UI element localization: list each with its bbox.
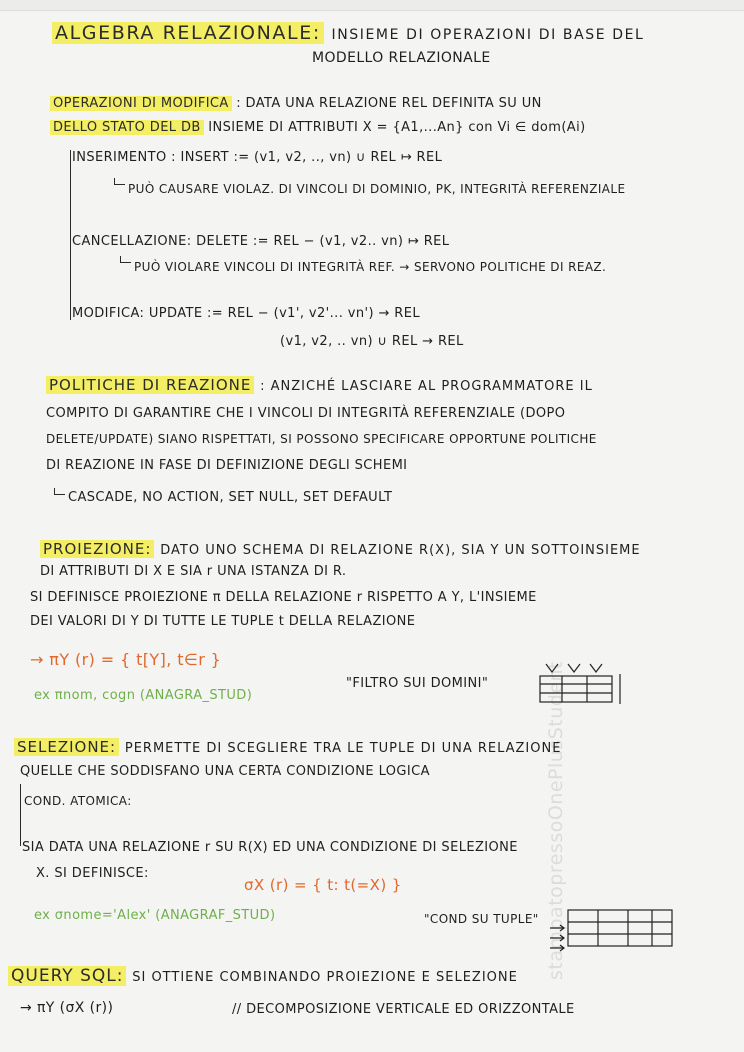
selezione-tuple-label: "COND SU TUPLE" <box>424 912 539 926</box>
update-line: MODIFICA: UPDATE := REL − (v1', v2'... vn') → REL <box>72 306 420 321</box>
politiche-options: CASCADE, NO ACTION, SET NULL, SET DEFAULT <box>68 490 393 505</box>
modifica-line-1 <box>50 96 542 111</box>
proiezione-line-3: SI DEFINISCE PROIEZIONE π DELLA RELAZIONE r RISPETTO A Y, L'INSIEME <box>30 590 537 605</box>
selezione-line-1 <box>14 738 561 756</box>
title-line <box>52 22 644 44</box>
selezione-formula: σX (r) = { t: t(=X) } <box>244 876 402 894</box>
proiezione-formula: → πY (r) = { t[Y], t∈r } <box>30 650 222 669</box>
query-line-1 <box>8 966 518 986</box>
selezione-bracket <box>20 784 21 846</box>
update-line-2: (v1, v2, .. vn) ∪ REL → REL <box>280 334 464 349</box>
proiezione-example: ex πnom, cogn (ANAGRA_STUD) <box>34 688 253 703</box>
insert-note: PUÒ CAUSARE VIOLAZ. DI VINCOLI DI DOMINIO, PK, INTEGRITÀ REFERENZIALE <box>128 182 626 196</box>
politiche-line-2: COMPITO DI GARANTIRE CHE I VINCOLI DI INTEGRITÀ REFERENZIALE (DOPO <box>46 406 566 421</box>
title-rest: INSIEME DI OPERAZIONI DI BASE DEL <box>331 27 645 43</box>
query-note: // DECOMPOSIZIONE VERTICALE ED ORIZZONTALE <box>232 1002 575 1017</box>
selezione-heading: SELEZIONE: <box>14 738 119 756</box>
insert-line: INSERIMENTO : INSERT := (v1, v2, .., vn) ∪ REL ↦ REL <box>72 150 443 165</box>
politiche-heading: POLITICHE DI REAZIONE <box>46 376 254 394</box>
query-text: SI OTTIENE COMBINANDO PROIEZIONE E SELEZIONE <box>132 970 518 985</box>
query-heading: QUERY SQL: <box>8 966 126 986</box>
proiezione-filter-label: "FILTRO SUI DOMINI" <box>346 676 489 691</box>
proiezione-heading: PROIEZIONE: <box>40 540 154 558</box>
selezione-atomic: COND. ATOMICA: <box>24 794 132 808</box>
query-formula: → πY (σX (r)) <box>20 1000 114 1016</box>
politiche-line-3: DELETE/UPDATE) SIANO RISPETTATI, SI POSSONO SPECIFICARE OPPORTUNE POLITICHE <box>46 432 597 446</box>
selezione-line-3: SIA DATA UNA RELAZIONE r SU R(X) ED UNA CONDIZIONE DI SELEZIONE <box>22 840 518 855</box>
insert-arrow-hook <box>114 178 125 185</box>
politiche-arrow-hook <box>54 488 65 495</box>
top-strip <box>0 0 744 11</box>
modifica-heading-2: DELLO STATO DEL DB <box>50 120 204 135</box>
modifica-text: : DATA UNA RELAZIONE REL DEFINITA SU UN <box>236 96 542 111</box>
selezione-line-2: QUELLE CHE SODDISFANO UNA CERTA CONDIZIONE LOGICA <box>20 764 430 779</box>
modifica-text-2: INSIEME DI ATTRIBUTI X = {A1,...An} con Vi ∈ dom(Ai) <box>208 120 586 135</box>
politiche-text: : ANZICHÉ LASCIARE AL PROGRAMMATORE IL <box>260 379 593 394</box>
selezione-text: PERMETTE DI SCEGLIERE TRA LE TUPLE DI UNA RELAZIONE <box>124 741 562 756</box>
modifica-line-2 <box>50 120 586 135</box>
proiezione-line-2: DI ATTRIBUTI DI X E SIA r UNA ISTANZA DI R. <box>40 564 347 579</box>
proiezione-table-sketch <box>532 662 628 706</box>
modifica-bracket <box>70 150 71 320</box>
politiche-line-1 <box>46 376 593 394</box>
modifica-heading: OPERAZIONI DI MODIFICA <box>50 96 232 111</box>
selezione-table-sketch <box>548 906 678 952</box>
politiche-line-4: DI REAZIONE IN FASE DI DEFINIZIONE DEGLI SCHEMI <box>46 458 408 473</box>
title-line-2: MODELLO RELAZIONALE <box>312 50 491 66</box>
proiezione-line-4: DEI VALORI DI Y DI TUTTE LE TUPLE t DELLA RELAZIONE <box>30 614 416 629</box>
title-highlight: ALGEBRA RELAZIONALE: <box>52 22 324 44</box>
delete-line: CANCELLAZIONE: DELETE := REL − (v1, v2.. vn) ↦ REL <box>72 234 450 249</box>
proiezione-text: DATO UNO SCHEMA DI RELAZIONE R(X), SIA Y UN SOTTOINSIEME <box>160 543 641 558</box>
delete-note: PUÒ VIOLARE VINCOLI DI INTEGRITÀ REF. → SERVONO POLITICHE DI REAZ. <box>134 260 607 274</box>
delete-arrow-hook <box>120 256 131 263</box>
proiezione-line-1 <box>40 540 641 558</box>
selezione-example: ex σnome='Alex' (ANAGRAF_STUD) <box>34 908 276 923</box>
selezione-line-4: X. SI DEFINISCE: <box>36 866 149 881</box>
watermark-text: stampatopressoOnePlusStudent <box>545 660 567 980</box>
